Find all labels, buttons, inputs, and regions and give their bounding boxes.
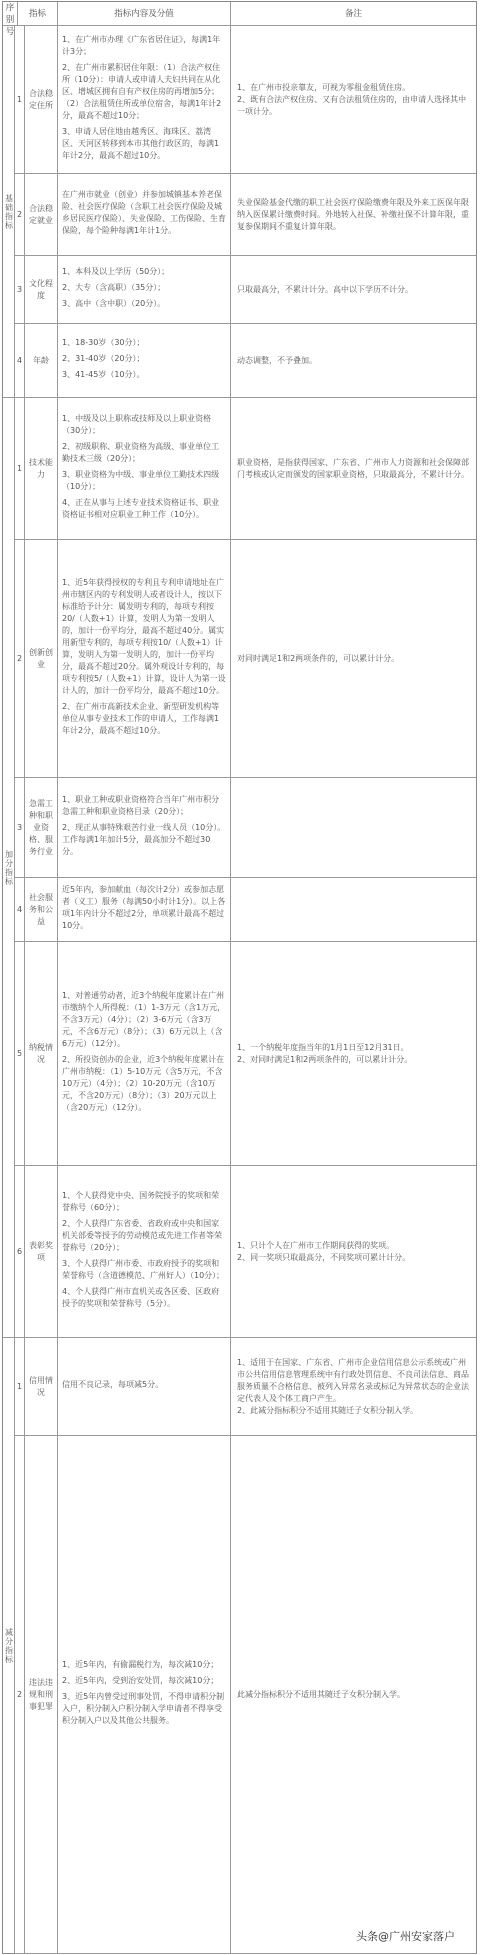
- row-number: 4: [15, 878, 25, 942]
- note: [231, 878, 476, 942]
- indicator-name: 纳税情况: [25, 942, 58, 1166]
- indicator-name: 年龄: [25, 324, 58, 398]
- category-basic: 基础指标: [3, 26, 15, 398]
- note: 职业资格，是指获得国家、广东省、广州市人力资源和社会保障部门考核或认定而颁发的国家职业资格，只取最高分，不累计计分。: [231, 398, 476, 540]
- category-bonus: 加分指标: [3, 398, 15, 1338]
- row-number: 2: [15, 174, 25, 256]
- indicator-content: [58, 878, 231, 942]
- header-indicator: 指标: [18, 2, 58, 26]
- content-item: 信用不良记录，每项减5分。: [62, 1379, 164, 1389]
- indicator-content: [58, 174, 231, 256]
- content-item: 2、近5年内，受到治安处罚，每次减10分；: [62, 1675, 219, 1685]
- note: 只取最高分，不累计计分。高中以下学历不计分。: [231, 256, 476, 324]
- row-number: 2: [15, 1436, 25, 1954]
- row-number: 2: [15, 540, 25, 778]
- indicator-name: 文化程度: [25, 256, 58, 324]
- indicator-content: [58, 942, 231, 1166]
- content-item: 1、对普通劳动者，近3个纳税年度累计在广州市缴纳个人所得税：（1）1-3万元（含1万元，不含3万元）（4分）；（2）3-6万元（含3万元，不含6万元）（8分）；（3）6万元以上（含6万元）（12分）。: [62, 990, 226, 1048]
- row-number: 1: [15, 398, 25, 540]
- note: 1、只计个人在广州市工作期间获得的奖项。 2、同一奖项只取最高分，不同奖项可累计计分。: [231, 1166, 476, 1338]
- content-item: 2、所投资创办的企业，近3个纳税年度累计在广州市纳税：（1）5-10万元（含5万元，不含10万元）（4分）；（2）10-20万元（含10万元，不含20万元）（8分）；（3）20万元以上（含20万元）（12分）。: [62, 1054, 225, 1112]
- note: 对同时满足1和2两项条件的，可以累计计分。: [231, 540, 476, 778]
- content-item: 1、职业工种或职业资格符合当年广州市积分急需工种和职业资格目录（20分）；: [62, 794, 220, 816]
- indicator-name: 合法稳定住所: [25, 26, 58, 174]
- content-item: 1、在广州市办理《广东省居住证》，每满1年计3分；: [62, 34, 221, 56]
- indicator-content: [58, 1166, 231, 1338]
- indicator-content: [58, 26, 231, 174]
- content-item: 3、申请人居住地由越秀区、海珠区、荔湾区、天河区转移到本市其他行政区的，每满1年计2分，最高不超过10分。: [62, 126, 220, 160]
- content-item: 在广州市就业（创业）并参加城镇基本养老保险、社会医疗保险（含职工社会医疗保险及城乡居民医疗保险）、失业保险、工伤保险、生育保险，每个险种每满1年计1分。: [62, 189, 226, 235]
- indicator-name: 技术能力: [25, 398, 58, 540]
- category-deduct: 减分指标: [3, 1338, 15, 1954]
- content-item: 2、31-40岁（20分）；: [62, 353, 145, 363]
- content-item: 2、现正从事特殊艰苦行业一线人员（10分）。工作每满1年加计5分，最高加分不超过30分。: [62, 822, 226, 856]
- indicator-content: [58, 324, 231, 398]
- indicator-content: [58, 1436, 231, 1954]
- indicator-name: 社会服务和公益: [25, 878, 58, 942]
- indicator-content: [58, 256, 231, 324]
- indicator-content: [58, 540, 231, 778]
- indicator-content: [58, 778, 231, 878]
- content-item: 4、个人获得广州市直机关或各区委、区政府授予的奖项和荣誉称号（5分）。: [62, 1286, 220, 1308]
- content-item: 1、18-30岁（30分）；: [62, 337, 145, 347]
- watermark: 头条@广州安家落户: [353, 1927, 458, 1945]
- indicator-name: 信用情况: [25, 1338, 58, 1436]
- content-item: 2、在广州市累积居住年限：（1）合法产权住所（10分）：申请人或申请人夫妇共同在从化区、增城区拥有自有产权住房的再增加5分；（2）合法租赁住所或单位宿舍，每满1年计2分，最高不超过10分；: [62, 62, 222, 120]
- row-number: 4: [15, 324, 25, 398]
- note: 动态调整，不予叠加。: [231, 324, 476, 398]
- note: 1、一个纳税年度指当年的1月1日至12月31日。 2、对同时满足1和2两项条件的，可以累计计分。: [231, 942, 476, 1166]
- content-item: 4、正在从事与上述专业技术资格证书、职业资格证书相对应职业工种工作（10分）。: [62, 497, 220, 519]
- content-item: 1、近5年获得授权的专利且专利申请地址在广州市辖区内的专利发明人或者设计人，按以下标准给予计分：属发明专利的，每项专利按20/（人数+1）计算，发明人为第一发明人的，加计一份平均分，最高不超过40分。属实用新型专利的，每项专利按10/（人数+1）计算，发明人为第一发明人的，加计一份平均分，最高不超过20分。属外观设计专利的，每项专利按5/（人数+1）计算，设计人为第一设计人的，加计一份平均分，最高不超过10分。: [62, 577, 226, 695]
- note: 1、适用于在国家、广东省、广州市企业信用信息公示系统或广州市公共信用信息管理系统中有行政处罚信息、不良司法信息、商品服务质量不合格信息、被列入异常名录或标记为异常状态的企业法定代表人及个体工商户产生。 2、此减分指标积分不适用其随迁子女积分制入学。: [231, 1338, 476, 1436]
- row-number: 3: [15, 256, 25, 324]
- note: 此减分指标积分不适用其随迁子女积分制入学。: [231, 1436, 476, 1954]
- indicator-content: [58, 398, 231, 540]
- content-item: 3、高中（含中职）（20分）。: [62, 298, 166, 308]
- content-item: 2、个人获得广东省委、省政府或中央和国家机关部委等授予的劳动模范或先进工作者等荣誉称号（20分）；: [62, 1218, 222, 1252]
- header-content: 指标内容及分值: [58, 2, 231, 26]
- row-number: 3: [15, 778, 25, 878]
- scoring-table: [2, 1, 477, 1954]
- indicator-content: [58, 1338, 231, 1436]
- indicator-name: 违法违规和刑事犯罪: [25, 1436, 58, 1954]
- header-note: 备注: [231, 2, 476, 26]
- indicator-name: 合法稳定就业: [25, 174, 58, 256]
- header-category: 序别号: [3, 2, 18, 26]
- row-number: 1: [15, 1338, 25, 1436]
- content-item: 3、近5年内曾受过刑事处罚，不得申请积分制入户，积分制入户积分制入学申请者不得享受积分制入户以及其他公共服务。: [62, 1691, 225, 1725]
- indicator-name: 急需工种和职业资格、服务行业: [25, 778, 58, 878]
- content-item: 3、个人获得广州市委、市政府授予的奖项和荣誉称号（含道德模范、广州好人）（10分）；: [62, 1258, 225, 1280]
- content-item: 1、个人获得党中央、国务院授予的奖项和荣誉称号（60分）；: [62, 1190, 220, 1212]
- indicator-name: 创新创业: [25, 540, 58, 778]
- content-item: 近5年内，参加献血（每次计2分）或参加志愿者（义工）服务（每满50小时计1分）。以上各项1年内计分不超过2分，单项累计最高不超过10分。: [62, 884, 226, 930]
- content-item: 2、在广州市高新技术企业、新型研发机构等单位从事专业技术工作的申请人，工作每满1年计2分，最高不超过10分。: [62, 701, 220, 735]
- note: 失业保险基金代缴的职工社会医疗保险缴费年限及外来工医保年限纳入医保累计缴费时间。外地转入社保、补缴社保不计算年限，重复参保期间不重复计算年限。: [231, 174, 476, 256]
- content-item: 1、中级及以上职称或技师及以上职业资格（30分）；: [62, 413, 212, 435]
- content-item: 3、职业资格为中级、事业单位工勤技术四级（10分）；: [62, 469, 220, 491]
- content-item: 2、初级职称、职业资格为高级、事业单位工勤技术三级（20分）；: [62, 441, 220, 463]
- row-number: 6: [15, 1166, 25, 1338]
- indicator-name: 表彰奖项: [25, 1166, 58, 1338]
- content-item: 2、大专（含高职）（35分）；: [62, 282, 166, 292]
- row-number: 5: [15, 942, 25, 1166]
- content-item: 1、本科及以上学历（50分）；: [62, 266, 170, 276]
- content-item: 3、41-45岁（10分）。: [62, 369, 145, 379]
- content-item: 1、近5年内，有偷漏税行为，每次减10分；: [62, 1659, 219, 1669]
- row-number: 1: [15, 26, 25, 174]
- note: [231, 778, 476, 878]
- note: 1、在广州市投亲靠友，可视为零租金租赁住房。 2、既有合法产权住房、又有合法租赁住房的，由申请人选择其中一项计分。: [231, 26, 476, 174]
